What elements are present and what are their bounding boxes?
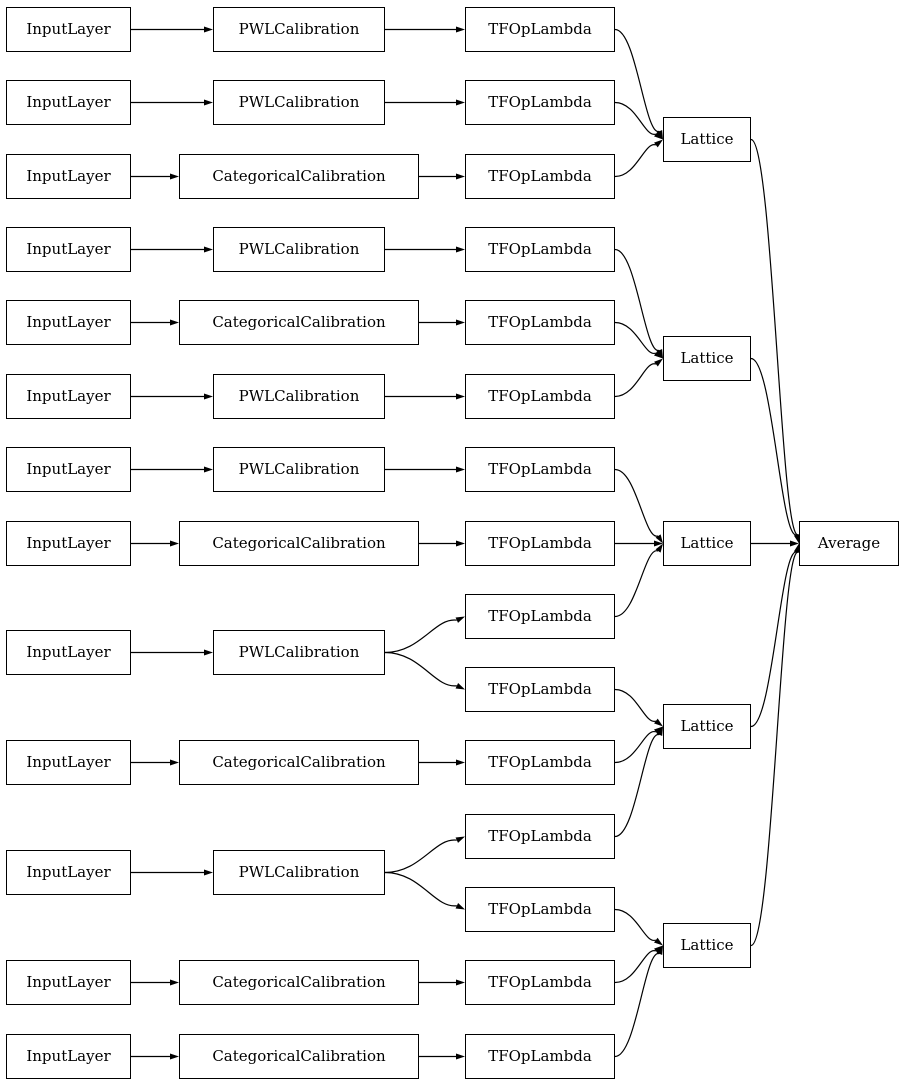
graph-edge-lam13-to-lat5 — [615, 910, 656, 941]
graph-node-lam10[interactable]: TFOpLambda — [465, 667, 615, 712]
graph-arrowhead-lat3-to-avg — [790, 541, 799, 547]
graph-node-cal5[interactable]: CategoricalCalibration — [179, 300, 419, 345]
graph-arrowhead-lam3-to-lat1 — [654, 140, 663, 148]
graph-arrowhead-lam5-to-lat2 — [654, 351, 663, 359]
graph-arrowhead-in8-to-cal8 — [170, 541, 179, 547]
graph-edge-lat5-to-avg — [751, 552, 798, 945]
graph-node-in5[interactable]: InputLayer — [6, 300, 131, 345]
graph-node-lam15[interactable]: TFOpLambda — [465, 1034, 615, 1079]
graph-arrowhead-cal8-to-lam8 — [456, 541, 465, 547]
graph-node-in7[interactable]: InputLayer — [6, 447, 131, 492]
graph-node-lam13[interactable]: TFOpLambda — [465, 887, 615, 932]
graph-node-cal4[interactable]: PWLCalibration — [213, 227, 385, 272]
graph-edge-lam10-to-lat4 — [615, 690, 656, 722]
graph-edge-lam6-to-lat2 — [615, 364, 656, 397]
graph-arrowhead-lam9-to-lat3 — [656, 544, 663, 553]
graph-arrowhead-lam7-to-lat3 — [656, 534, 663, 543]
graph-arrowhead-in10-to-cal10 — [170, 760, 179, 766]
graph-node-in9[interactable]: InputLayer — [6, 630, 131, 675]
graph-arrowhead-in5-to-cal5 — [170, 320, 179, 326]
graph-node-in3[interactable]: InputLayer — [6, 154, 131, 199]
graph-node-cal2[interactable]: PWLCalibration — [213, 80, 385, 125]
graph-edge-cal11-to-lam12 — [385, 840, 457, 872]
graph-node-cal6[interactable]: PWLCalibration — [213, 374, 385, 419]
graph-node-lat3[interactable]: Lattice — [663, 521, 751, 566]
graph-node-in2[interactable]: InputLayer — [6, 80, 131, 125]
graph-arrowhead-cal11-to-lam13 — [456, 903, 465, 910]
graph-node-cal8[interactable]: CategoricalCalibration — [179, 521, 419, 566]
graph-arrowhead-lam13-to-lat5 — [654, 938, 663, 946]
graph-node-cal11[interactable]: PWLCalibration — [213, 850, 385, 895]
graph-arrowhead-in3-to-cal3 — [170, 174, 179, 180]
graph-edge-lam15-to-lat5 — [615, 953, 659, 1056]
graph-edge-cal9-to-lam10 — [385, 653, 457, 686]
graph-node-lam2[interactable]: TFOpLambda — [465, 80, 615, 125]
graph-arrowhead-cal9-to-lam9 — [456, 617, 465, 623]
graph-arrowhead-cal5-to-lam5 — [456, 320, 465, 326]
graph-arrowhead-in12-to-cal12 — [170, 980, 179, 986]
graph-node-lam9[interactable]: TFOpLambda — [465, 594, 615, 639]
graph-edge-cal11-to-lam13 — [385, 873, 457, 906]
graph-node-lat4[interactable]: Lattice — [663, 704, 751, 749]
graph-node-cal13[interactable]: CategoricalCalibration — [179, 1034, 419, 1079]
graph-arrowhead-in2-to-cal2 — [204, 100, 213, 106]
graph-node-lam14[interactable]: TFOpLambda — [465, 960, 615, 1005]
graph-node-lam8[interactable]: TFOpLambda — [465, 521, 615, 566]
graph-node-in8[interactable]: InputLayer — [6, 521, 131, 566]
graph-node-in12[interactable]: InputLayer — [6, 960, 131, 1005]
graph-arrowhead-in6-to-cal6 — [204, 394, 213, 400]
graph-node-in4[interactable]: InputLayer — [6, 227, 131, 272]
graph-node-lat5[interactable]: Lattice — [663, 923, 751, 968]
graph-node-cal9[interactable]: PWLCalibration — [213, 630, 385, 675]
graph-edge-lam9-to-lat3 — [615, 551, 658, 617]
graph-arrowhead-lam14-to-lat5 — [654, 946, 663, 954]
graph-node-cal12[interactable]: CategoricalCalibration — [179, 960, 419, 1005]
graph-node-in13[interactable]: InputLayer — [6, 1034, 131, 1079]
graph-edge-lam4-to-lat2 — [615, 250, 659, 351]
graph-node-lat1[interactable]: Lattice — [663, 117, 751, 162]
graph-node-lam7[interactable]: TFOpLambda — [465, 447, 615, 492]
graph-arrowhead-cal4-to-lam4 — [456, 247, 465, 253]
graph-node-lam5[interactable]: TFOpLambda — [465, 300, 615, 345]
graph-edge-lat4-to-avg — [751, 552, 797, 726]
graph-node-in11[interactable]: InputLayer — [6, 850, 131, 895]
graph-arrowhead-in4-to-cal4 — [204, 247, 213, 253]
graph-arrowhead-lam2-to-lat1 — [654, 132, 663, 140]
graph-node-lam6[interactable]: TFOpLambda — [465, 374, 615, 419]
graph-arrowhead-cal7-to-lam7 — [456, 467, 465, 473]
graph-arrowhead-in1-to-cal1 — [204, 27, 213, 33]
graph-arrowhead-cal2-to-lam2 — [456, 100, 465, 106]
graph-node-cal1[interactable]: PWLCalibration — [213, 7, 385, 52]
graph-arrowhead-cal12-to-lam14 — [456, 980, 465, 986]
graph-arrowhead-lam10-to-lat4 — [654, 719, 663, 727]
graph-node-cal7[interactable]: PWLCalibration — [213, 447, 385, 492]
graph-node-cal10[interactable]: CategoricalCalibration — [179, 740, 419, 785]
graph-node-in6[interactable]: InputLayer — [6, 374, 131, 419]
graph-node-in10[interactable]: InputLayer — [6, 740, 131, 785]
graph-edge-lam12-to-lat4 — [615, 734, 659, 836]
graph-edge-lam1-to-lat1 — [615, 30, 659, 132]
graph-arrowhead-cal13-to-lam15 — [456, 1054, 465, 1060]
graph-edge-lam11-to-lat4 — [615, 732, 656, 763]
graph-edge-lam5-to-lat2 — [615, 323, 656, 354]
graph-edge-lam7-to-lat3 — [615, 470, 658, 537]
graph-node-lam1[interactable]: TFOpLambda — [465, 7, 615, 52]
graph-node-cal3[interactable]: CategoricalCalibration — [179, 154, 419, 199]
graph-arrowhead-in13-to-cal13 — [170, 1054, 179, 1060]
graph-arrowhead-cal6-to-lam6 — [456, 394, 465, 400]
graph-node-avg[interactable]: Average — [799, 521, 899, 566]
graph-edge-lat1-to-avg — [751, 140, 798, 535]
graph-arrowhead-lam8-to-lat3 — [654, 541, 663, 547]
graph-edge-cal9-to-lam9 — [385, 620, 457, 652]
graph-edge-lam14-to-lat5 — [615, 951, 656, 983]
graph-edge-lam2-to-lat1 — [615, 103, 656, 135]
graph-edge-lam3-to-lat1 — [615, 145, 656, 177]
graph-node-in1[interactable]: InputLayer — [6, 7, 131, 52]
graph-node-lam3[interactable]: TFOpLambda — [465, 154, 615, 199]
graph-arrowhead-cal10-to-lam11 — [456, 760, 465, 766]
graph-arrowhead-cal11-to-lam12 — [456, 837, 465, 843]
graph-node-lam11[interactable]: TFOpLambda — [465, 740, 615, 785]
graph-arrowhead-cal1-to-lam1 — [456, 27, 465, 33]
graph-arrowhead-lam11-to-lat4 — [654, 727, 663, 735]
graph-arrowhead-lam6-to-lat2 — [654, 359, 663, 367]
graph-arrowhead-cal3-to-lam3 — [456, 174, 465, 180]
graph-arrowhead-cal9-to-lam10 — [456, 683, 465, 690]
graph-node-lam4[interactable]: TFOpLambda — [465, 227, 615, 272]
graph-arrowhead-in7-to-cal7 — [204, 467, 213, 473]
graph-node-lam12[interactable]: TFOpLambda — [465, 814, 615, 859]
graph-node-lat2[interactable]: Lattice — [663, 336, 751, 381]
graph-edge-lat2-to-avg — [751, 359, 797, 535]
graph-arrowhead-in11-to-cal11 — [204, 870, 213, 876]
graph-arrowhead-in9-to-cal9 — [204, 650, 213, 656]
